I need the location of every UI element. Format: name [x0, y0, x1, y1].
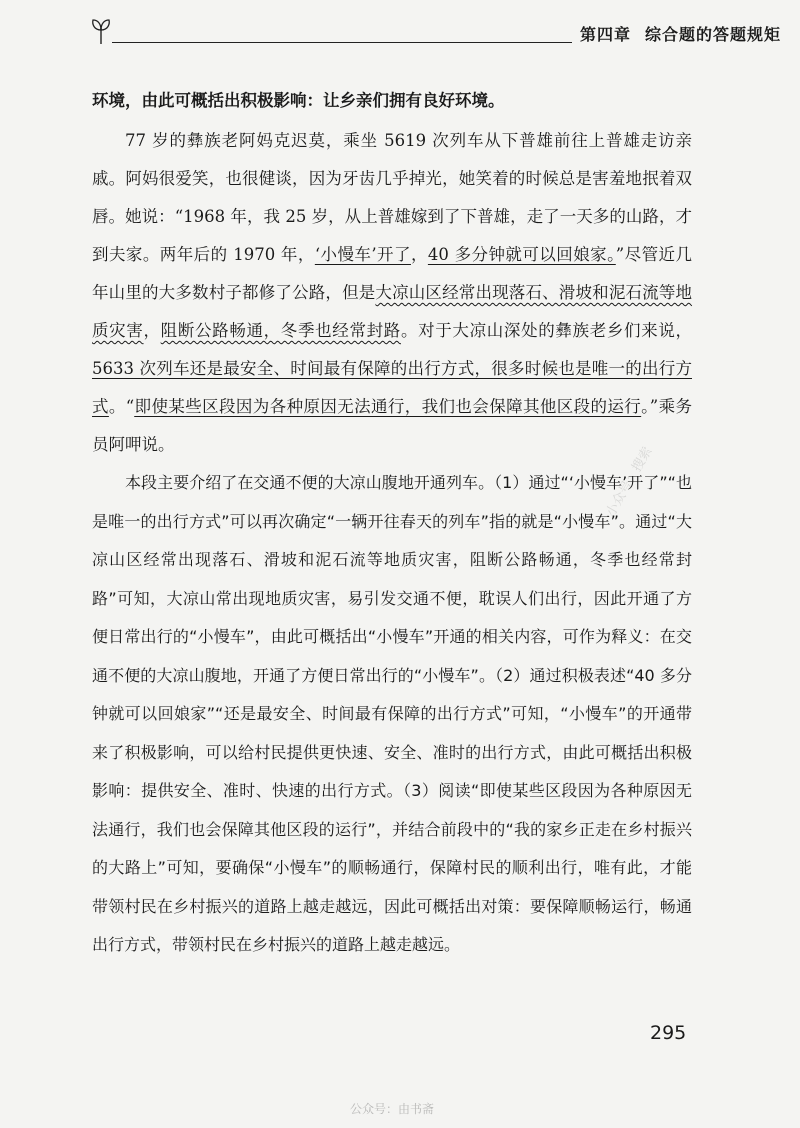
sprout-icon — [90, 18, 112, 46]
footer-watermark: 公众号：由书斋 — [350, 1102, 435, 1116]
chapter-title: 综合题的答题规矩 — [645, 25, 782, 44]
underlined-phrase: 40 多分钟就可以回娘家。 — [427, 245, 616, 264]
paragraph-explanation: 本段主要介绍了在交通不便的大凉山腹地开通列车。（1）通过“‘小慢车’开了”“也是唯一的出行方式”可以再次确定“一辆开往春天的列车”指的就是“小慢车”。通过“大凉山区经常出现落石、滑坡和泥石流等地质灾害，阻断公路畅通，冬季也经常封路”可知，大凉山常出现地质灾害，易引发交通不便，耽误人们出行，因此开通了方便日常出行的“小慢车”，由此可概括出“小慢车”开通的相关内容，可作为释义：在交通不便的大凉山腹地，开通了方便日常出行的“小慢车”。（2）通过积极表述“40 多分钟就可以回娘家”“还是最安全、时间最有保障的出行方式”可知，“小慢车”的开通带来了积极影响，可以给村民提供更快速、安全、准时的出行方式，由此可概括出积极影响：提供安全、准时、快速的出行方式。（3）阅读“即使某些区段因为各种原因无法通行，我们也会保障其他区段的运行”，并结合前段中的“我的家乡正走在乡村振兴的大路上”可知，要确保“小慢车”的顺畅通行，保障村民的顺利出行，唯有此，才能带领村民在乡村振兴的道路上越走越远，因此可概括出对策：要保障顺畅运行，畅通出行方式，带领村民在乡村振兴的道路上越走越远。 — [92, 473, 692, 954]
wavy-underlined-phrase: 大凉山区经常出现落石、滑坡和泥石流等地质灾害 — [92, 283, 693, 340]
quote-text: 。对于大凉山深处的彝族老乡们来说， — [400, 321, 693, 340]
underlined-phrase: ‘小慢车’开了 — [314, 245, 411, 264]
watermark: 小众号：搜索 — [603, 444, 656, 520]
quote-text: ”尽管近几年山里的大多数村子都修了公路，但是 — [92, 245, 692, 302]
page-header — [90, 18, 782, 48]
page-number: 295 — [650, 1022, 687, 1044]
header-rule — [112, 42, 572, 43]
quote-text: 77 岁的彝族老阿妈克迟莫，乘坐 5619 次列车从下普雄前往上普雄走访亲戚。阿妈很爱笑，也很健谈，因为牙齿几乎掉光，她笑着的时候总是害羞地抿着双唇。她说：“1968 年，我 25 岁，从上普雄嫁到了下普雄，走了一天多的山路，才到夫家。两年后的 1970 年， — [92, 131, 692, 264]
chapter-heading — [580, 22, 781, 45]
quote-text: 。”乘务员阿呷说。 — [92, 397, 693, 454]
underlined-phrase: 5633 次列车还是最安全、时间最有保障的出行方式，很多时候也是唯一的出行方式 — [92, 359, 692, 416]
quote-text: 。“ — [108, 397, 135, 416]
quote-text: ， — [143, 321, 161, 340]
wavy-underlined-phrase: 阻断公路畅通，冬季也经常封路 — [160, 321, 401, 340]
chapter-number: 第四章 — [580, 25, 632, 44]
paragraph-continuation: 环境，由此可概括出积极影响：让乡亲们拥有良好环境。 — [92, 91, 505, 110]
underlined-phrase: 即使某些区段因为各种原因无法通行，我们也会保障其他区段的运行 — [134, 397, 642, 416]
page-content — [92, 82, 692, 965]
quote-text: ， — [410, 245, 428, 264]
paragraph-quote — [92, 122, 692, 464]
